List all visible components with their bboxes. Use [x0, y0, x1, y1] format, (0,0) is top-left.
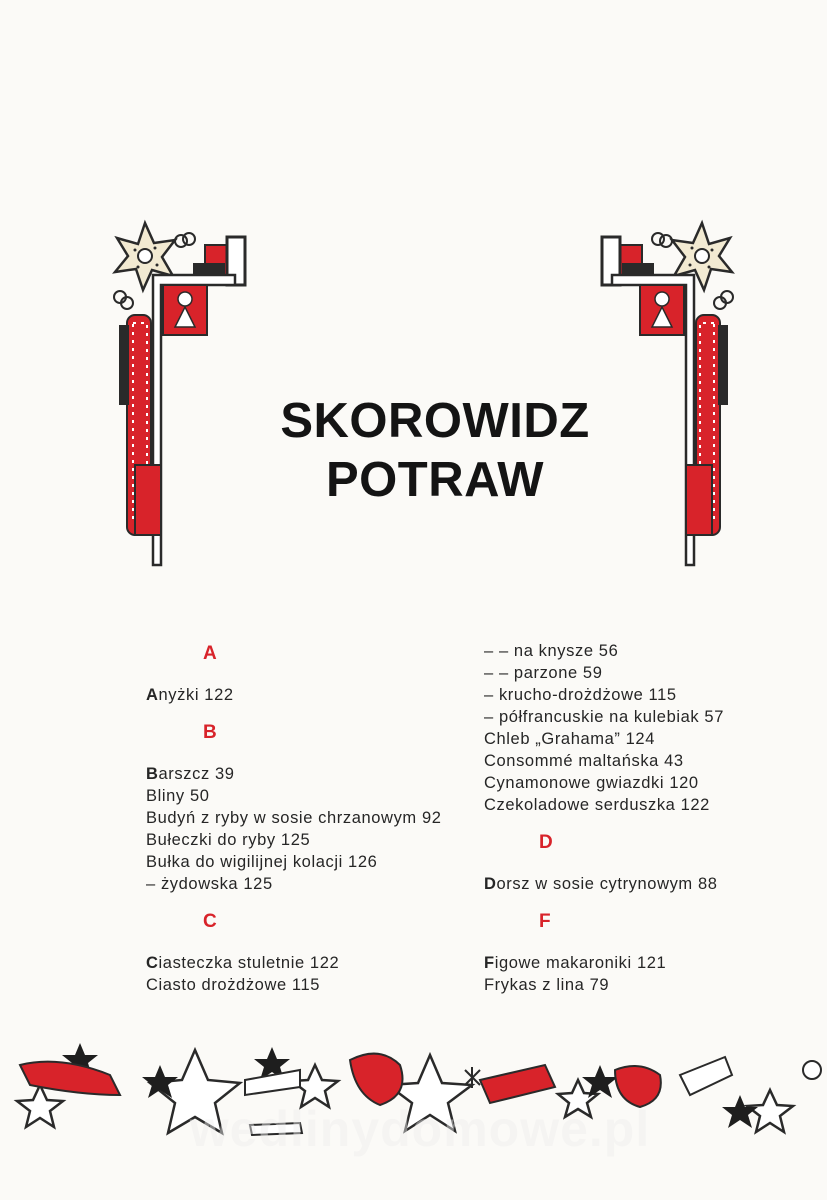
index-entry: Czekoladowe serduszka 122 [484, 796, 710, 814]
index-entry: Ciasto drożdżowe 115 [146, 976, 321, 994]
section-letter-a: A [203, 643, 218, 664]
index-entry: – półfrancuskie na kulebiak 57 [484, 708, 724, 726]
index-entry: Anyżki 122 [146, 686, 234, 704]
trumpet-icon [20, 1062, 120, 1095]
trumpet-icon [480, 1065, 555, 1103]
index-entry: Ciasteczka stuletnie 122 [146, 954, 340, 972]
title-line-2: POTRAW [325, 453, 545, 507]
index-entry: – – parzone 59 [484, 664, 603, 682]
index-entry: Consommé maltańska 43 [484, 752, 684, 770]
index-entry: Bułka do wigilijnej kolacji 126 [146, 853, 378, 871]
index-entry: Frykas z lina 79 [484, 976, 610, 994]
title-line-1: SKOROWIDZ [280, 394, 590, 448]
index-entry: Budyń z ryby w sosie chrzanowym 92 [146, 809, 442, 827]
index-entry: Chleb „Grahama” 124 [484, 730, 655, 748]
index-column-left [146, 640, 476, 996]
section-letter-d: D [539, 832, 554, 853]
index-entry: Bliny 50 [146, 787, 210, 805]
section-letter-b: B [203, 722, 218, 743]
watermark: wedlinydomowe.pl [189, 1101, 651, 1157]
index-entry: Cynamonowe gwiazdki 120 [484, 774, 699, 792]
index-entry: – żydowska 125 [146, 875, 273, 893]
ribbon-icon [350, 1054, 403, 1105]
ring-icon [175, 235, 187, 247]
section-letter-c: C [203, 911, 218, 932]
index-column-right [484, 640, 804, 996]
index-entry: Figowe makaroniki 121 [484, 954, 667, 972]
index-entry: Dorsz w sosie cytrynowym 88 [484, 875, 718, 893]
index-entry: Barszcz 39 [146, 765, 235, 783]
index-entry: – – na knysze 56 [484, 642, 619, 660]
page-title [220, 392, 650, 510]
horn-icon [245, 1070, 300, 1095]
star-icon [17, 1085, 63, 1127]
index-entry: Bułeczki do ryby 125 [146, 831, 311, 849]
index-entry: – krucho-drożdżowe 115 [484, 686, 677, 704]
star-icon [747, 1090, 793, 1132]
horn-icon [680, 1057, 732, 1095]
section-letter-f: F [539, 911, 552, 932]
